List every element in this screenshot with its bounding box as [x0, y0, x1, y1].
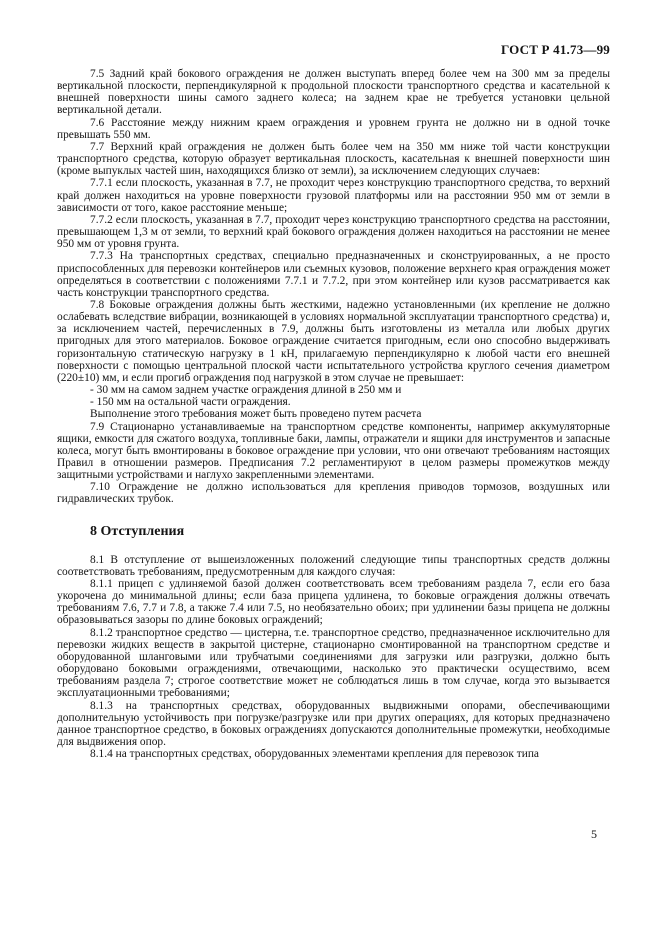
paragraph-7-10: 7.10 Ограждение не должно использоваться для крепления приводов тормозов, воздушных или гидравлических трубок.	[57, 481, 610, 506]
document-body	[57, 68, 610, 760]
paragraph-7-9: 7.9 Стационарно устанавливаемые на транспортном средстве компоненты, например аккумуляторные ящики, емкости для сжатого воздуха, топливные баки, лампы, отражатели и ящики для инструментов и запасные колеса, могут быть вмонтированы в боковое ограждение при условии, что они отвечают требованиям настоящих Правил в отношении размеров. Предписания 7.2 регламентируют в целом размеры промежутков между защитными устройствами и наглухо закрепленными элементами.	[57, 420, 610, 482]
paragraph-8-1-2: 8.1.2 транспортное средство — цистерна, т.е. транспортное средство, предназначенное исключительно для перевозки жидких веществ в закрытой цистерне, стационарно смонтированной на транспортном средстве и оборудованной шланговыми или трубчатыми соединениями для загрузки или разгрузки, должно быть оборудовано боковыми ограждениями, отвечающими, насколько это практически осуществимо, всем требованиям раздела 7; строгое соответствие может не соблюдаться лишь в том случае, когда это вызывается эксплуатационными требованиями;	[57, 626, 610, 700]
paragraph-7-7-2: 7.7.2 если плоскость, указанная в 7.7, проходит через конструкцию транспортного средства на расстоянии, превышающем 1,3 м от земли, то верхний край бокового ограждения должен находиться на расстоянии не менее 950 мм от уровня грунта.	[57, 213, 610, 251]
paragraph-7-8: 7.8 Боковые ограждения должны быть жесткими, надежно установленными (их крепление не должно ослабевать вследствие вибрации, возникающей в условиях нормальной эксплуатации транспортного средства) и, за исключением частей, перечисленных в 7.9, должны быть изготовлены из металла или любых других пригодных для этого материалов. Боковое ограждение считается пригодным, если оно способно выдерживать горизонтальную статическую нагрузку в 1 кН, прилагаемую перпендикулярно к любой части его внешней поверхности с помощью центральной плоской части испытательного устройства круглого сечения диаметром (220±10) мм, и если прогиб ограждения под нагрузкой в этом случае не превышает:	[57, 298, 610, 384]
paragraph-7-7: 7.7 Верхний край ограждения не должен быть более чем на 350 мм ниже той части конструкции транспортного средства, которую образует вертикальная плоскость, касательная к внешней поверхности шин (кроме выпуклых частей шин, находящихся близко от земли), за исключением следующих случаев:	[57, 140, 610, 178]
paragraph-8-1-1: 8.1.1 прицеп с удлиняемой базой должен соответствовать всем требованиям раздела 7, если его база укорочена до минимальной длины; если база прицепа удлинена, то боковые ограждения должны отвечать требованиям 7.6, 7.7 и 7.8, а также 7.4 или 7.5, но необязательно обоих; при удлинении базы прицепа не должны образовываться зазоры по длине боковых ограждений;	[57, 577, 610, 627]
document-code-header: ГОСТ Р 41.73—99	[501, 42, 610, 57]
paragraph-8-1-3: 8.1.3 на транспортных средствах, оборудованных выдвижными опорами, обеспечивающими дополнительную устойчивость при погрузке/разгрузке или при других операциях, для которых предназначено данное транспортное средство, в боковых ограждениях допускаются дополнительные промежутки, необходимые для выдвижения опор.	[57, 699, 610, 748]
paragraph-calculation-note: Выполнение этого требования может быть проведено путем расчета	[90, 408, 422, 421]
paragraph-7-7-1: 7.7.1 если плоскость, указанная в 7.7, не проходит через конструкцию транспортного средства, то верхний край должен находиться на уровне поверхности грузовой платформы или на расстоянии 950 мм от земли в зависимости от того, какое расстояние меньше;	[57, 177, 610, 214]
paragraph-7-6: 7.6 Расстояние между нижним краем ограждения и уровнем грунта не должно ни в одной точке превышать 550 мм.	[57, 116, 610, 141]
page-number: 5	[591, 827, 597, 841]
paragraph-7-5: 7.5 Задний край бокового ограждения не должен выступать вперед более чем на 300 мм за пределы вертикальной плоскости, перпендикулярной к продольной плоскости транспортного средства и касательной к внешней поверхности шины самого заднего колеса; на заднем крае не требуется установки цельной вертикальной детали.	[57, 68, 610, 117]
list-item-deflection-30mm: - 30 мм на самом заднем участке ограждения длиной в 250 мм и	[90, 384, 402, 397]
paragraph-8-1-4: 8.1.4 на транспортных средствах, оборудованных элементами крепления для перевозок типа	[90, 748, 539, 761]
paragraph-7-7-3: 7.7.3 На транспортных средствах, специально предназначенных и сконструированных, а не просто приспособленных для перевозки контейнеров или съемных кузовов, положение верхнего края ограждения может определяться в соответствии с положениями 7.7.1 и 7.7.2, при этом контейнер или кузов рассматривается как часть конструкции транспортного средства.	[57, 250, 610, 299]
list-item-deflection-150mm: - 150 мм на остальной части ограждения.	[90, 396, 291, 409]
paragraph-8-1: 8.1 В отступление от вышеизложенных положений следующие типы транспортных средств должны соответствовать требованиям, предусмотренным для каждого случая:	[57, 553, 610, 578]
section-8-heading: 8 Отступления	[90, 523, 185, 539]
